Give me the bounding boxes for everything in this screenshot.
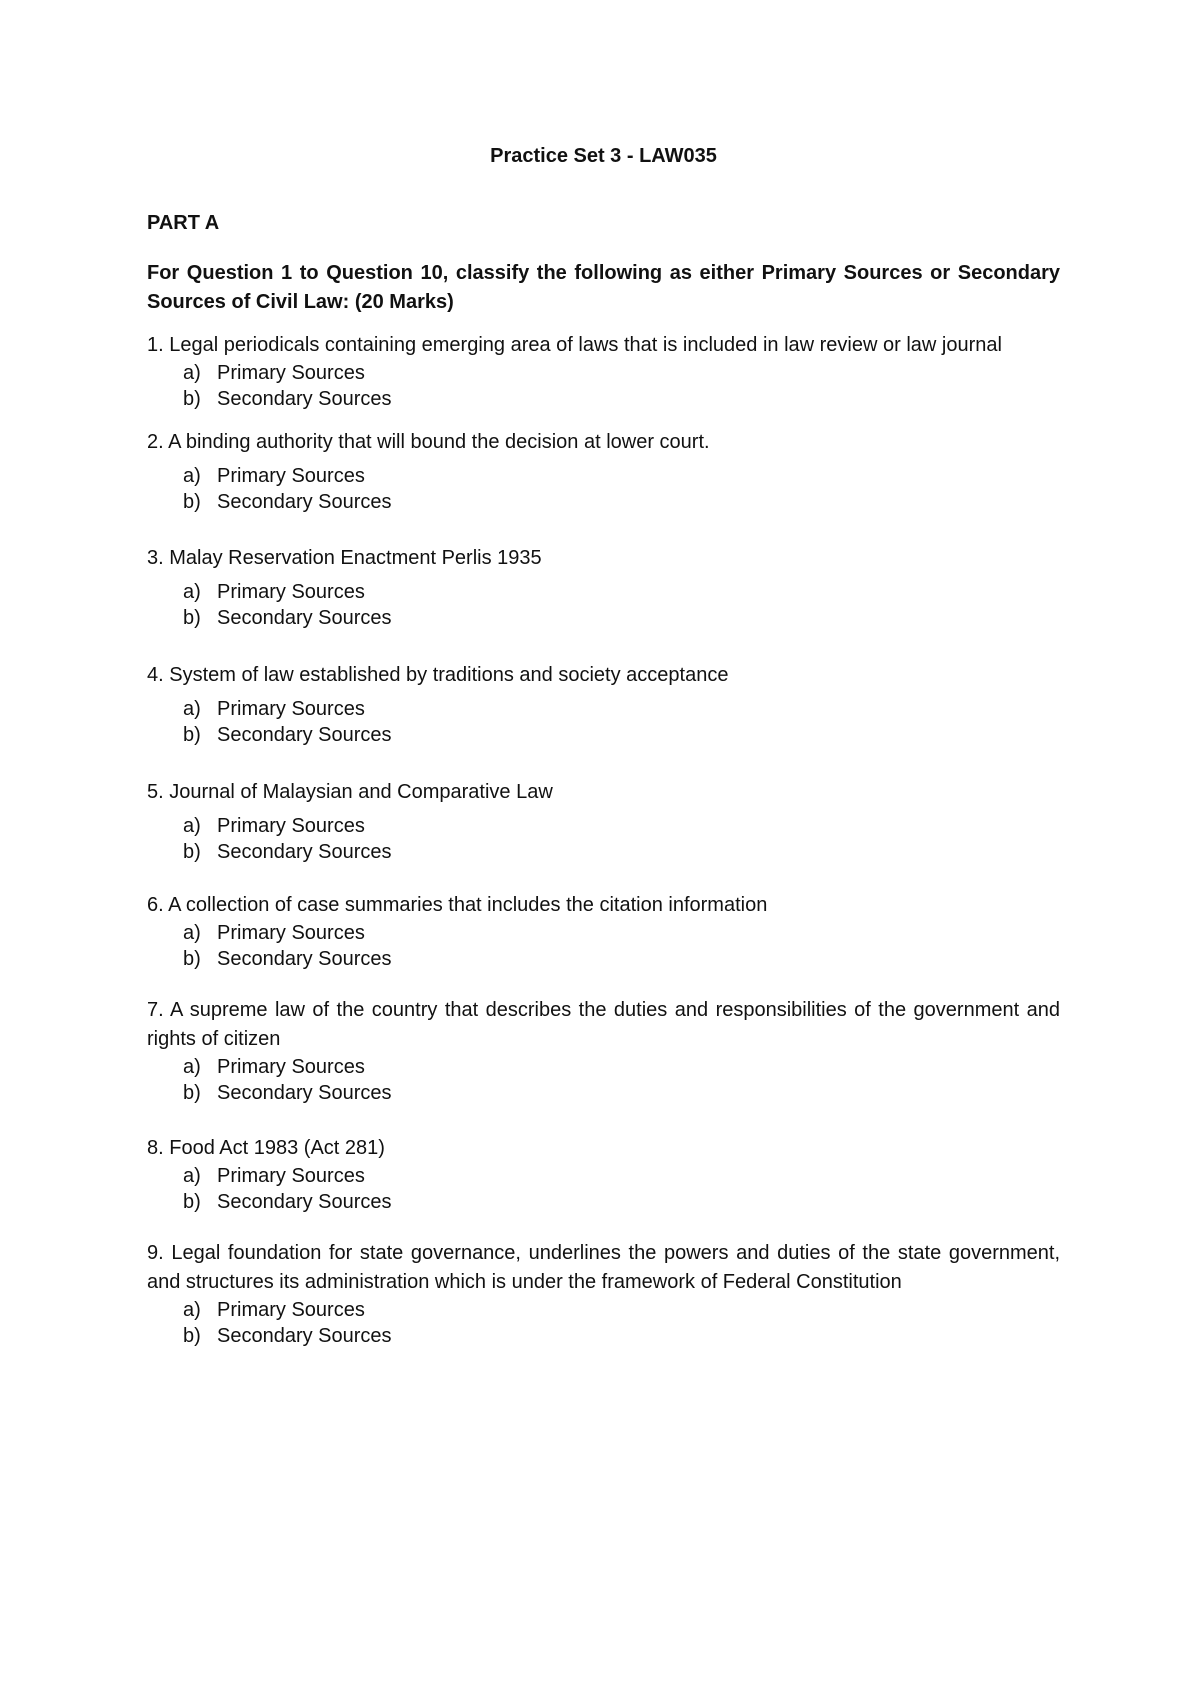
question-text: A collection of case summaries that includes the citation information (168, 894, 768, 916)
answer-options (147, 360, 1060, 412)
document-title: Practice Set 3 - LAW035 (490, 145, 717, 167)
question-list (147, 331, 1060, 1349)
question-2 (147, 428, 1060, 515)
question-stem (147, 661, 1060, 690)
option-label: Secondary Sources (217, 388, 392, 410)
question-number: 6. (147, 894, 164, 916)
part-heading: PART A (147, 212, 220, 234)
question-stem (147, 891, 1060, 920)
answer-option-a[interactable] (183, 920, 1060, 946)
answer-options (147, 463, 1060, 515)
option-label: Secondary Sources (217, 1082, 392, 1104)
question-8 (147, 1134, 1060, 1215)
option-marker: b) (183, 388, 201, 410)
answer-option-b[interactable] (183, 1323, 1060, 1349)
option-label: Secondary Sources (217, 1191, 392, 1213)
answer-options (147, 1163, 1060, 1215)
question-9 (147, 1239, 1060, 1349)
question-number: 1. (147, 334, 164, 356)
question-7 (147, 996, 1060, 1106)
answer-option-b[interactable] (183, 1080, 1060, 1106)
option-marker: a) (183, 1299, 201, 1321)
option-label: Secondary Sources (217, 491, 392, 513)
option-label: Secondary Sources (217, 841, 392, 863)
option-label: Secondary Sources (217, 607, 392, 629)
answer-options (147, 813, 1060, 865)
document-page (147, 145, 1060, 1349)
option-label: Primary Sources (217, 1165, 365, 1187)
question-text: Malay Reservation Enactment Perlis 1935 (169, 547, 542, 569)
question-6 (147, 891, 1060, 972)
option-marker: a) (183, 581, 201, 603)
answer-option-b[interactable] (183, 839, 1060, 865)
question-stem (147, 428, 1060, 457)
option-marker: a) (183, 465, 201, 487)
question-text: Journal of Malaysian and Comparative Law (169, 781, 553, 803)
option-marker: b) (183, 1082, 201, 1104)
question-stem (147, 1134, 1060, 1163)
answer-options (147, 920, 1060, 972)
answer-options (147, 1054, 1060, 1106)
answer-option-a[interactable] (183, 360, 1060, 386)
question-number: 2. (147, 431, 164, 453)
option-marker: a) (183, 362, 201, 384)
option-label: Primary Sources (217, 1056, 365, 1078)
answer-options (147, 579, 1060, 631)
option-label: Primary Sources (217, 922, 365, 944)
option-marker: b) (183, 948, 201, 970)
question-stem (147, 1239, 1060, 1297)
question-text: A supreme law of the country that describes the duties and responsibilities of the government and rights of citizen (147, 999, 1060, 1050)
question-number: 7. (147, 999, 164, 1021)
question-stem (147, 544, 1060, 573)
question-text: A binding authority that will bound the decision at lower court. (168, 431, 710, 453)
option-marker: b) (183, 1191, 201, 1213)
answer-options (147, 1297, 1060, 1349)
question-5 (147, 778, 1060, 865)
question-text: Food Act 1983 (Act 281) (169, 1137, 385, 1159)
answer-option-a[interactable] (183, 463, 1060, 489)
option-marker: b) (183, 1325, 201, 1347)
instructions: For Question 1 to Question 10, classify the following as either Primary Sources or Secondary Sources of Civil Law: (20 Marks) (147, 262, 1060, 313)
answer-option-b[interactable] (183, 1189, 1060, 1215)
option-label: Secondary Sources (217, 948, 392, 970)
question-4 (147, 661, 1060, 748)
question-1 (147, 331, 1060, 412)
answer-option-a[interactable] (183, 813, 1060, 839)
question-number: 3. (147, 547, 164, 569)
option-marker: b) (183, 724, 201, 746)
answer-option-b[interactable] (183, 946, 1060, 972)
question-text: System of law established by traditions and society acceptance (169, 664, 729, 686)
question-text: Legal periodicals containing emerging area of laws that is included in law review or law journal (169, 334, 1002, 356)
answer-option-b[interactable] (183, 386, 1060, 412)
question-number: 4. (147, 664, 164, 686)
question-stem (147, 778, 1060, 807)
answer-option-a[interactable] (183, 696, 1060, 722)
option-label: Primary Sources (217, 362, 365, 384)
option-label: Secondary Sources (217, 724, 392, 746)
option-marker: a) (183, 815, 201, 837)
question-number: 9. (147, 1242, 164, 1264)
question-stem (147, 996, 1060, 1054)
answer-option-a[interactable] (183, 1163, 1060, 1189)
answer-option-b[interactable] (183, 605, 1060, 631)
option-marker: a) (183, 698, 201, 720)
option-label: Primary Sources (217, 465, 365, 487)
option-marker: b) (183, 841, 201, 863)
answer-option-a[interactable] (183, 1054, 1060, 1080)
option-marker: b) (183, 607, 201, 629)
option-marker: a) (183, 922, 201, 944)
answer-option-b[interactable] (183, 489, 1060, 515)
question-text: Legal foundation for state governance, underlines the powers and duties of the state government, and structures its administration which is under the framework of Federal Constitution (147, 1242, 1060, 1293)
answer-options (147, 696, 1060, 748)
answer-option-a[interactable] (183, 579, 1060, 605)
question-number: 8. (147, 1137, 164, 1159)
question-stem (147, 331, 1060, 360)
question-number: 5. (147, 781, 164, 803)
option-marker: a) (183, 1165, 201, 1187)
answer-option-b[interactable] (183, 722, 1060, 748)
option-marker: b) (183, 491, 201, 513)
option-label: Primary Sources (217, 581, 365, 603)
answer-option-a[interactable] (183, 1297, 1060, 1323)
option-label: Primary Sources (217, 698, 365, 720)
option-label: Primary Sources (217, 1299, 365, 1321)
question-3 (147, 544, 1060, 631)
option-label: Secondary Sources (217, 1325, 392, 1347)
option-label: Primary Sources (217, 815, 365, 837)
option-marker: a) (183, 1056, 201, 1078)
